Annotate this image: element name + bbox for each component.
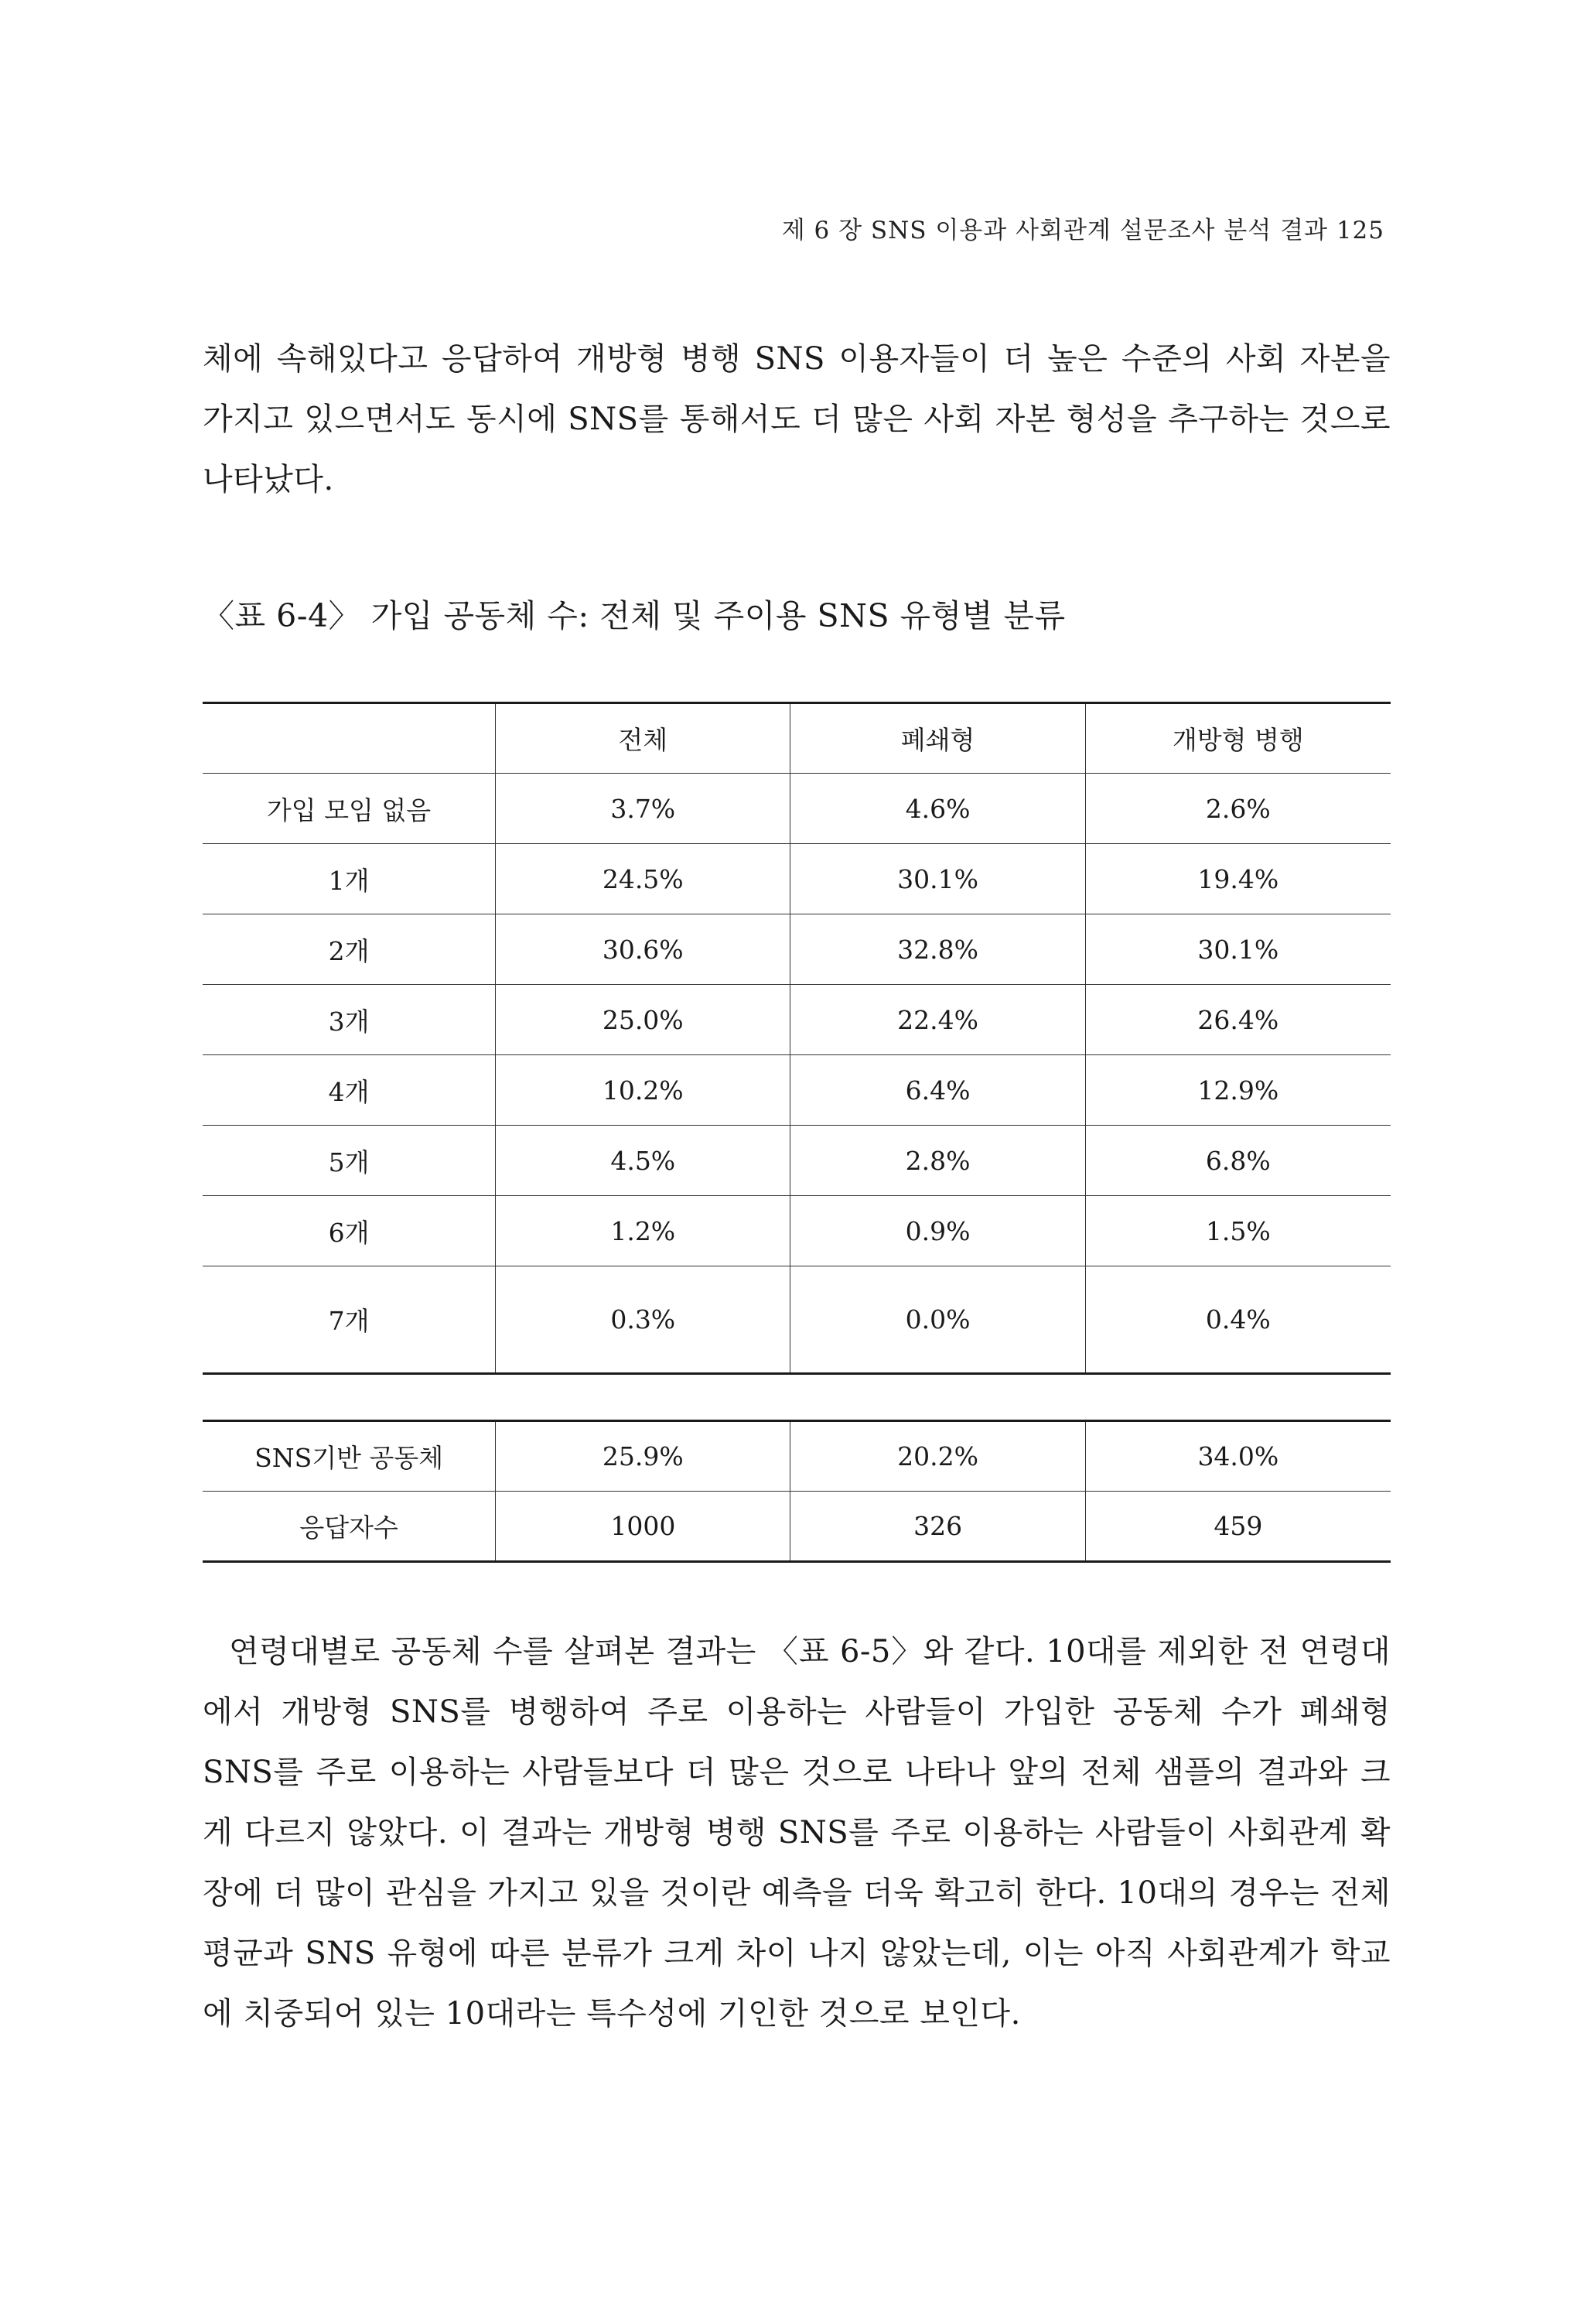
- cell-closed: 22.4%: [790, 985, 1085, 1055]
- row-label: 3개: [203, 985, 496, 1055]
- cell-total: 10.2%: [496, 1055, 790, 1126]
- cell-total: 25.0%: [496, 985, 790, 1055]
- cell-open: 30.1%: [1085, 914, 1391, 985]
- row-label: 가입 모임 없음: [203, 774, 496, 844]
- cell-total: 0.3%: [496, 1266, 790, 1374]
- cell-total: 1000: [496, 1492, 790, 1562]
- table-caption: 〈표 6-4〉 가입 공동체 수: 전체 및 주이용 SNS 유형별 분류: [203, 597, 1066, 634]
- cell-total: 1.2%: [496, 1196, 790, 1266]
- cell-open: 12.9%: [1085, 1055, 1391, 1126]
- community-count-table: [203, 702, 1391, 1375]
- cell-total: 3.7%: [496, 774, 790, 844]
- summary-table: [203, 1420, 1391, 1563]
- header-cell-open: 개방형 병행: [1085, 703, 1391, 774]
- cell-closed: 326: [790, 1492, 1085, 1562]
- cell-total: 25.9%: [496, 1421, 790, 1492]
- cell-closed: 20.2%: [790, 1421, 1085, 1492]
- row-label: 4개: [203, 1055, 496, 1126]
- cell-open: 19.4%: [1085, 844, 1391, 914]
- row-label: 5개: [203, 1126, 496, 1196]
- header-cell-blank: [203, 703, 496, 774]
- cell-open: 34.0%: [1085, 1421, 1391, 1492]
- cell-open: 459: [1085, 1492, 1391, 1562]
- cell-closed: 6.4%: [790, 1055, 1085, 1126]
- table-row: [203, 914, 1391, 985]
- cell-open: 6.8%: [1085, 1126, 1391, 1196]
- cell-open: 1.5%: [1085, 1196, 1391, 1266]
- row-label: 2개: [203, 914, 496, 985]
- table-header-row: [203, 703, 1391, 774]
- table-row: [203, 844, 1391, 914]
- cell-closed: 0.0%: [790, 1266, 1085, 1374]
- cell-open: 0.4%: [1085, 1266, 1391, 1374]
- row-label: SNS기반 공동체: [203, 1421, 496, 1492]
- cell-closed: 4.6%: [790, 774, 1085, 844]
- cell-total: 30.6%: [496, 914, 790, 985]
- table-row: [203, 774, 1391, 844]
- paragraph-age-analysis: 연령대별로 공동체 수를 살펴본 결과는 〈표 6-5〉와 같다. 10대를 제외한 전 연령대에서 개방형 SNS를 병행하여 주로 이용하는 사람들이 가입한 공동체 수가 폐쇄형 SNS를 주로 이용하는 사람들보다 더 많은 것으로 나타나 앞의 전체 샘플의 결과와 크게 다르지 않았다. 이 결과는 개방형 병행 SNS를 주로 이용하는 사람들이 사회관계 확장에 더 많이 관심을 가지고 있을 것이란 예측을 더욱 확고히 한다. 10대의 경우는 전체 평균과 SNS 유형에 따른 분류가 크게 차이 나지 않았는데, 이는 아직 사회관계가 학교에 치중되어 있는 10대라는 특수성에 기인한 것으로 보인다.: [203, 1634, 1391, 2032]
- cell-closed: 30.1%: [790, 844, 1085, 914]
- header-cell-total: 전체: [496, 703, 790, 774]
- table-row: [203, 1266, 1391, 1374]
- row-label: 1개: [203, 844, 496, 914]
- row-label: 6개: [203, 1196, 496, 1266]
- cell-closed: 0.9%: [790, 1196, 1085, 1266]
- header-cell-closed: 폐쇄형: [790, 703, 1085, 774]
- cell-open: 26.4%: [1085, 985, 1391, 1055]
- summary-row: [203, 1492, 1391, 1562]
- table-row: [203, 985, 1391, 1055]
- row-label: 응답자수: [203, 1492, 496, 1562]
- row-label: 7개: [203, 1266, 496, 1374]
- cell-total: 4.5%: [496, 1126, 790, 1196]
- running-header: 제 6 장 SNS 이용과 사회관계 설문조사 분석 결과 125: [781, 217, 1384, 244]
- table-row: [203, 1126, 1391, 1196]
- table-row: [203, 1196, 1391, 1266]
- cell-closed: 2.8%: [790, 1126, 1085, 1196]
- cell-open: 2.6%: [1085, 774, 1391, 844]
- summary-row: [203, 1421, 1391, 1492]
- table-row: [203, 1055, 1391, 1126]
- cell-closed: 32.8%: [790, 914, 1085, 985]
- cell-total: 24.5%: [496, 844, 790, 914]
- paragraph-intro: 체에 속해있다고 응답하여 개방형 병행 SNS 이용자들이 더 높은 수준의 사회 자본을 가지고 있으면서도 동시에 SNS를 통해서도 더 많은 사회 자본 형성을 추구하는 것으로 나타났다.: [203, 341, 1391, 497]
